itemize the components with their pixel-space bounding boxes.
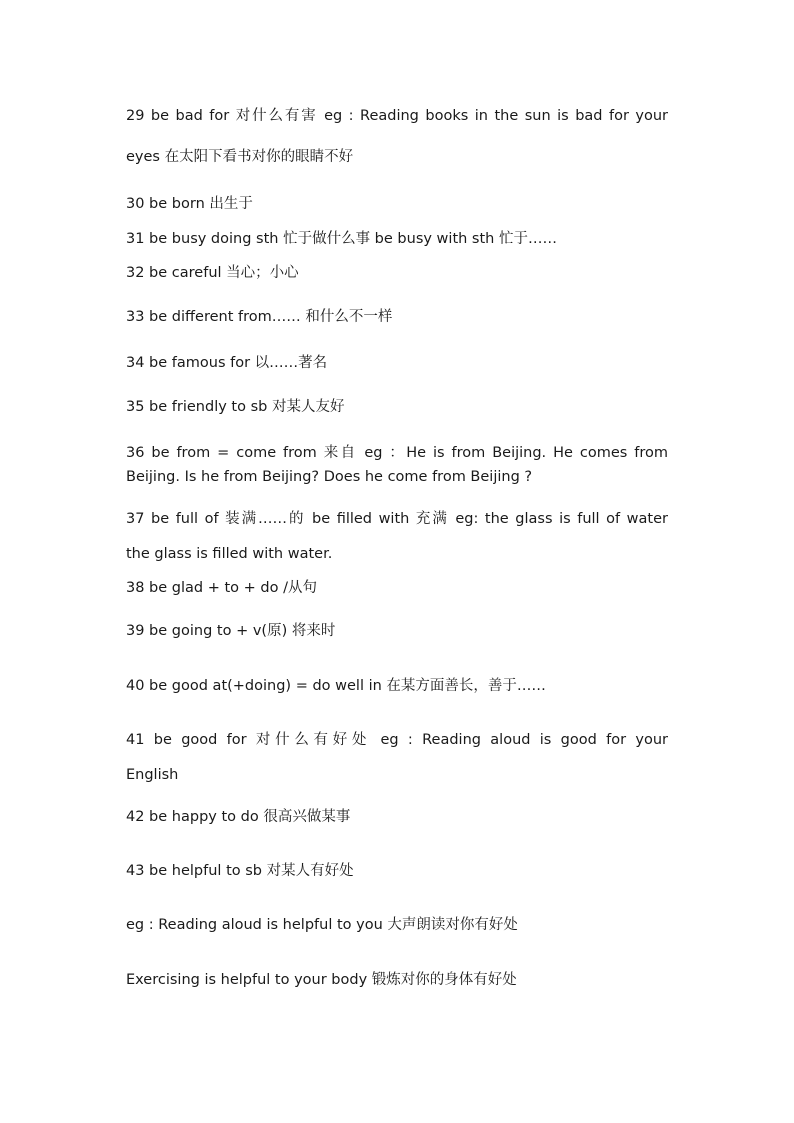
entry-40: 40 be good at(+doing) = do well in 在某方面善长，善于…… [126,678,546,694]
entry-41-line-1: 41 be good for 对什么有好处 eg : Reading aloud is good for your [126,732,668,748]
entry-43: 43 be helpful to sb 对某人有好处 [126,863,354,879]
entry-42: 42 be happy to do 很高兴做某事 [126,809,351,825]
entry-38: 38 be glad + to + do /从句 [126,580,317,596]
entry-36-line-1: 36 be from = come from 来自 eg ：He is from Beijing. He comes from [126,445,668,461]
entry-41-line-2: English [126,767,179,783]
entry-32: 32 be careful 当心；小心 [126,265,299,281]
entry-34: 34 be famous for 以……著名 [126,355,328,371]
entry-31: 31 be busy doing sth 忙于做什么事 be busy with sth 忙于…… [126,231,557,247]
entry-43-example-1: eg : Reading aloud is helpful to you 大声朗读对你有好处 [126,917,518,933]
entry-37-line-1: 37 be full of 装满……的 be filled with 充满 eg: the glass is full of water [126,511,668,527]
entry-30: 30 be born 出生于 [126,196,253,212]
entry-39: 39 be going to + v(原) 将来时 [126,623,336,639]
entry-29-line-2: eyes 在太阳下看书对你的眼睛不好 [126,149,354,165]
entry-29-line-1: 29 be bad for 对什么有害 eg : Reading books in the sun is bad for your [126,108,668,124]
entry-36-line-2: Beijing. Is he from Beijing? Does he come from Beijing ? [126,469,533,485]
entry-35: 35 be friendly to sb 对某人友好 [126,399,345,415]
entry-33: 33 be different from…… 和什么不一样 [126,309,393,325]
entry-43-example-2: Exercising is helpful to your body 锻炼对你的身体有好处 [126,972,517,988]
entry-37-line-2: the glass is filled with water. [126,546,333,562]
